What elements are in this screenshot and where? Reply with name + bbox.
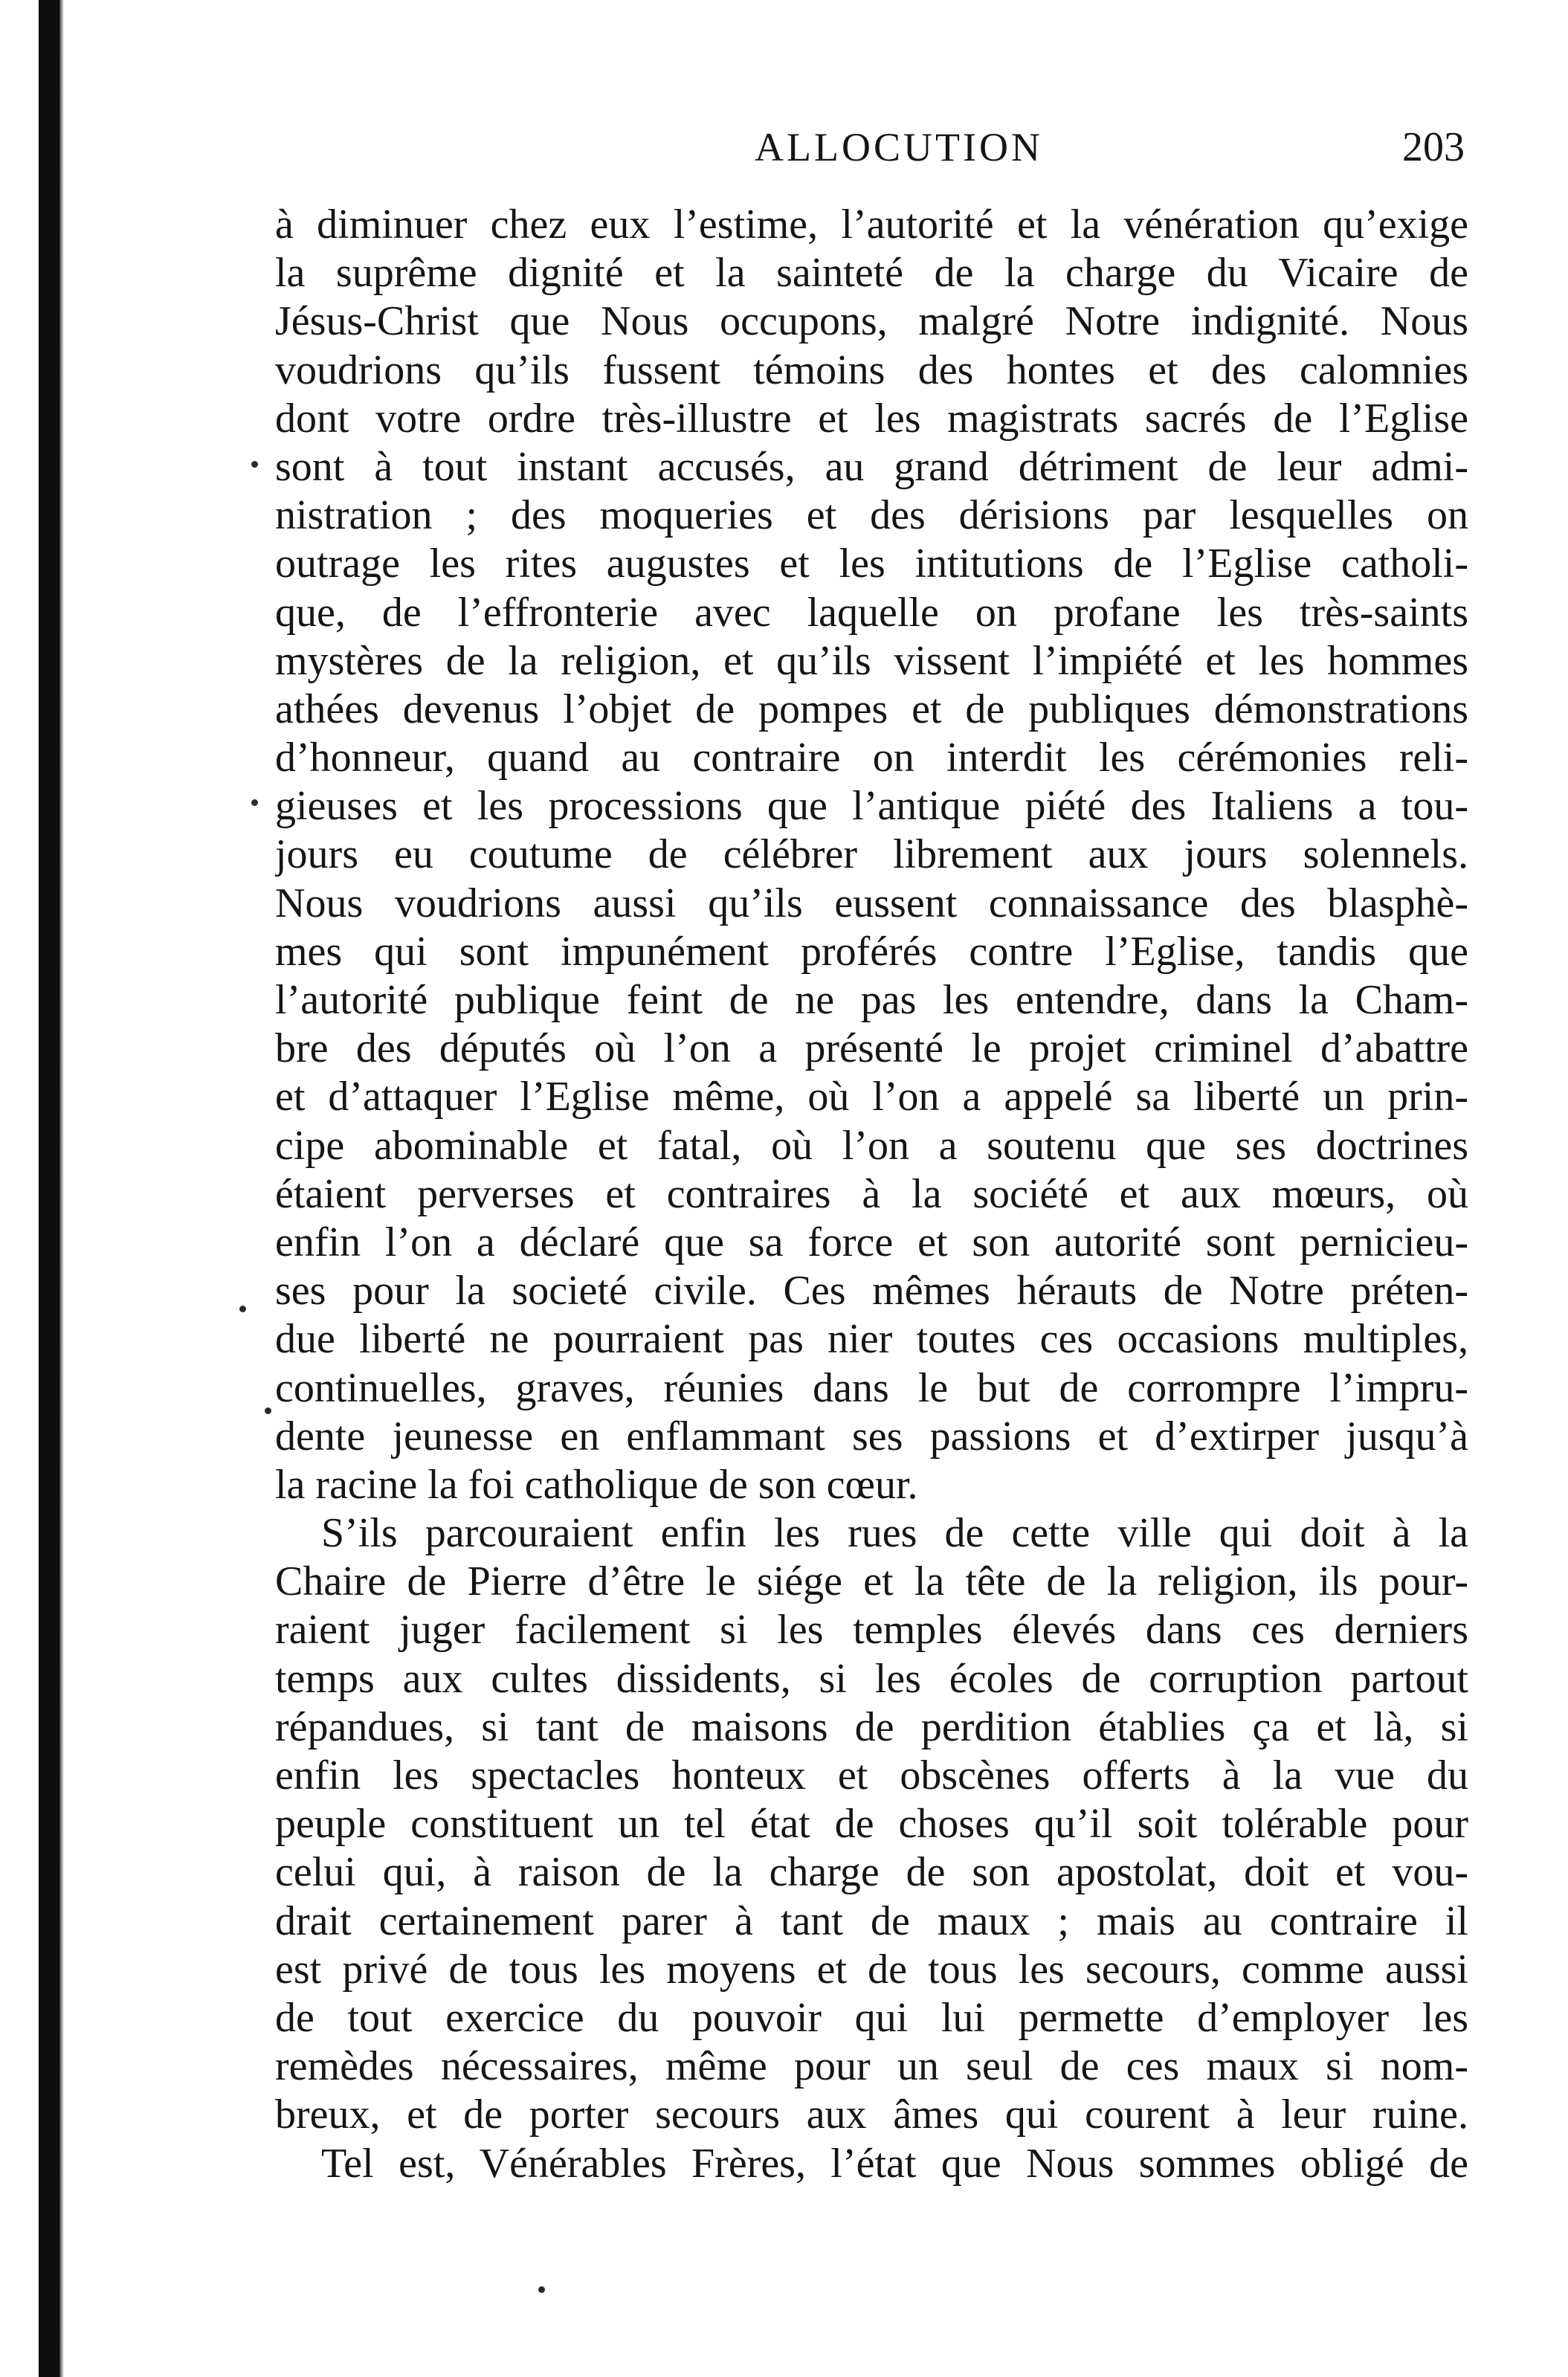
text-line: S’ils parcouraient enfin les rues de cette ville qui doit à la — [321, 1510, 1468, 1557]
text-line: étaient perverses et contraires à la société et aux mœurs, où — [275, 1170, 1468, 1217]
page-header — [275, 117, 1465, 177]
text-line: voudrions qu’ils fussent témoins des hontes et des calomnies — [275, 346, 1468, 393]
text-line: l’autorité publique feint de ne pas les entendre, dans la Cham- — [275, 977, 1468, 1023]
text-line: ses pour la societé civile. Ces mêmes hérauts de Notre préten- — [275, 1268, 1468, 1315]
binding-shadow-edge — [59, 0, 64, 2377]
running-title: ALLOCUTION — [755, 125, 1043, 170]
text-line: de tout exercice du pouvoir qui lui permette d’employer les — [275, 1994, 1468, 2041]
text-line: que, de l’effronterie avec laquelle on profane les très-saints — [275, 589, 1468, 636]
ink-speck — [265, 1407, 271, 1414]
binding-shadow — [39, 0, 61, 2377]
text-line: la racine la foi catholique de son cœur. — [275, 1461, 918, 1508]
text-line: mes qui sont impunément proférés contre l’Eglise, tandis que — [275, 928, 1468, 975]
text-line: Jésus-Christ que Nous occupons, malgré Notre indignité. Nous — [275, 298, 1468, 345]
text-line: Nous voudrions aussi qu’ils eussent connaissance des blasphè- — [275, 880, 1468, 926]
text-line: raient juger facilement si les temples élevés dans ces derniers — [275, 1607, 1468, 1654]
text-line: temps aux cultes dissidents, si les écoles de corruption partout — [275, 1655, 1468, 1702]
ink-speck — [538, 2286, 545, 2293]
ink-speck — [239, 1306, 246, 1312]
text-line: nistration ; des moqueries et des dérisions par lesquelles on — [275, 492, 1468, 539]
text-line: à diminuer chez eux l’estime, l’autorité et la vénération qu’exige — [275, 201, 1468, 248]
ink-speck — [251, 461, 258, 468]
text-line: la suprême dignité et la sainteté de la charge du Vicaire de — [275, 250, 1468, 297]
text-line: et d’attaquer l’Eglise même, où l’on a appelé sa liberté un prin- — [275, 1074, 1468, 1120]
text-line: peuple constituent un tel état de choses qu’il soit tolérable pour — [275, 1801, 1468, 1848]
text-line: breux, et de porter secours aux âmes qui courent à leur ruine. — [275, 2091, 1468, 2138]
text-line: enfin les spectacles honteux et obscènes offerts à la vue du — [275, 1752, 1468, 1799]
text-line: celui qui, à raison de la charge de son apostolat, doit et vou- — [275, 1849, 1468, 1896]
ink-speck — [251, 799, 258, 806]
body-text — [275, 201, 1468, 2188]
page-number: 203 — [1402, 124, 1465, 170]
text-line: dente jeunesse en enflammant ses passions et d’extirper jusqu’à — [275, 1413, 1468, 1460]
text-line: sont à tout instant accusés, au grand détriment de leur admi- — [275, 443, 1468, 490]
text-line: d’honneur, quand au contraire on interdit les cérémonies reli- — [275, 735, 1468, 781]
text-line: est privé de tous les moyens et de tous les secours, comme aussi — [275, 1946, 1468, 1993]
text-line: due liberté ne pourraient pas nier toutes ces occasions multiples, — [275, 1316, 1468, 1363]
text-line: Tel est, Vénérables Frères, l’état que Nous sommes obligé de — [321, 2140, 1468, 2187]
text-line: dont votre ordre très-illustre et les magistrats sacrés de l’Eglise — [275, 395, 1468, 442]
text-line: enfin l’on a déclaré que sa force et son autorité sont pernicieu- — [275, 1219, 1468, 1265]
text-line: outrage les rites augustes et les intitutions de l’Eglise catholi- — [275, 541, 1468, 587]
text-line: cipe abominable et fatal, où l’on a soutenu que ses doctrines — [275, 1122, 1468, 1169]
text-line: bre des députés où l’on a présenté le projet criminel d’abattre — [275, 1025, 1468, 1072]
text-line: gieuses et les processions que l’antique piété des Italiens a tou- — [275, 783, 1468, 830]
text-line: remèdes nécessaires, même pour un seul de ces maux si nom- — [275, 2043, 1468, 2090]
text-line: jours eu coutume de célébrer librement aux jours solennels. — [275, 831, 1468, 878]
text-line: continuelles, graves, réunies dans le but de corrompre l’impru- — [275, 1364, 1468, 1411]
text-line: répandues, si tant de maisons de perdition établies ça et là, si — [275, 1703, 1468, 1750]
text-line: drait certainement parer à tant de maux ; mais au contraire il — [275, 1897, 1468, 1944]
text-line: athées devenus l’objet de pompes et de publiques démonstrations — [275, 686, 1468, 732]
text-line: mystères de la religion, et qu’ils vissent l’impiété et les hommes — [275, 637, 1468, 684]
text-line: Chaire de Pierre d’être le siége et la tête de la religion, ils pour- — [275, 1558, 1468, 1605]
